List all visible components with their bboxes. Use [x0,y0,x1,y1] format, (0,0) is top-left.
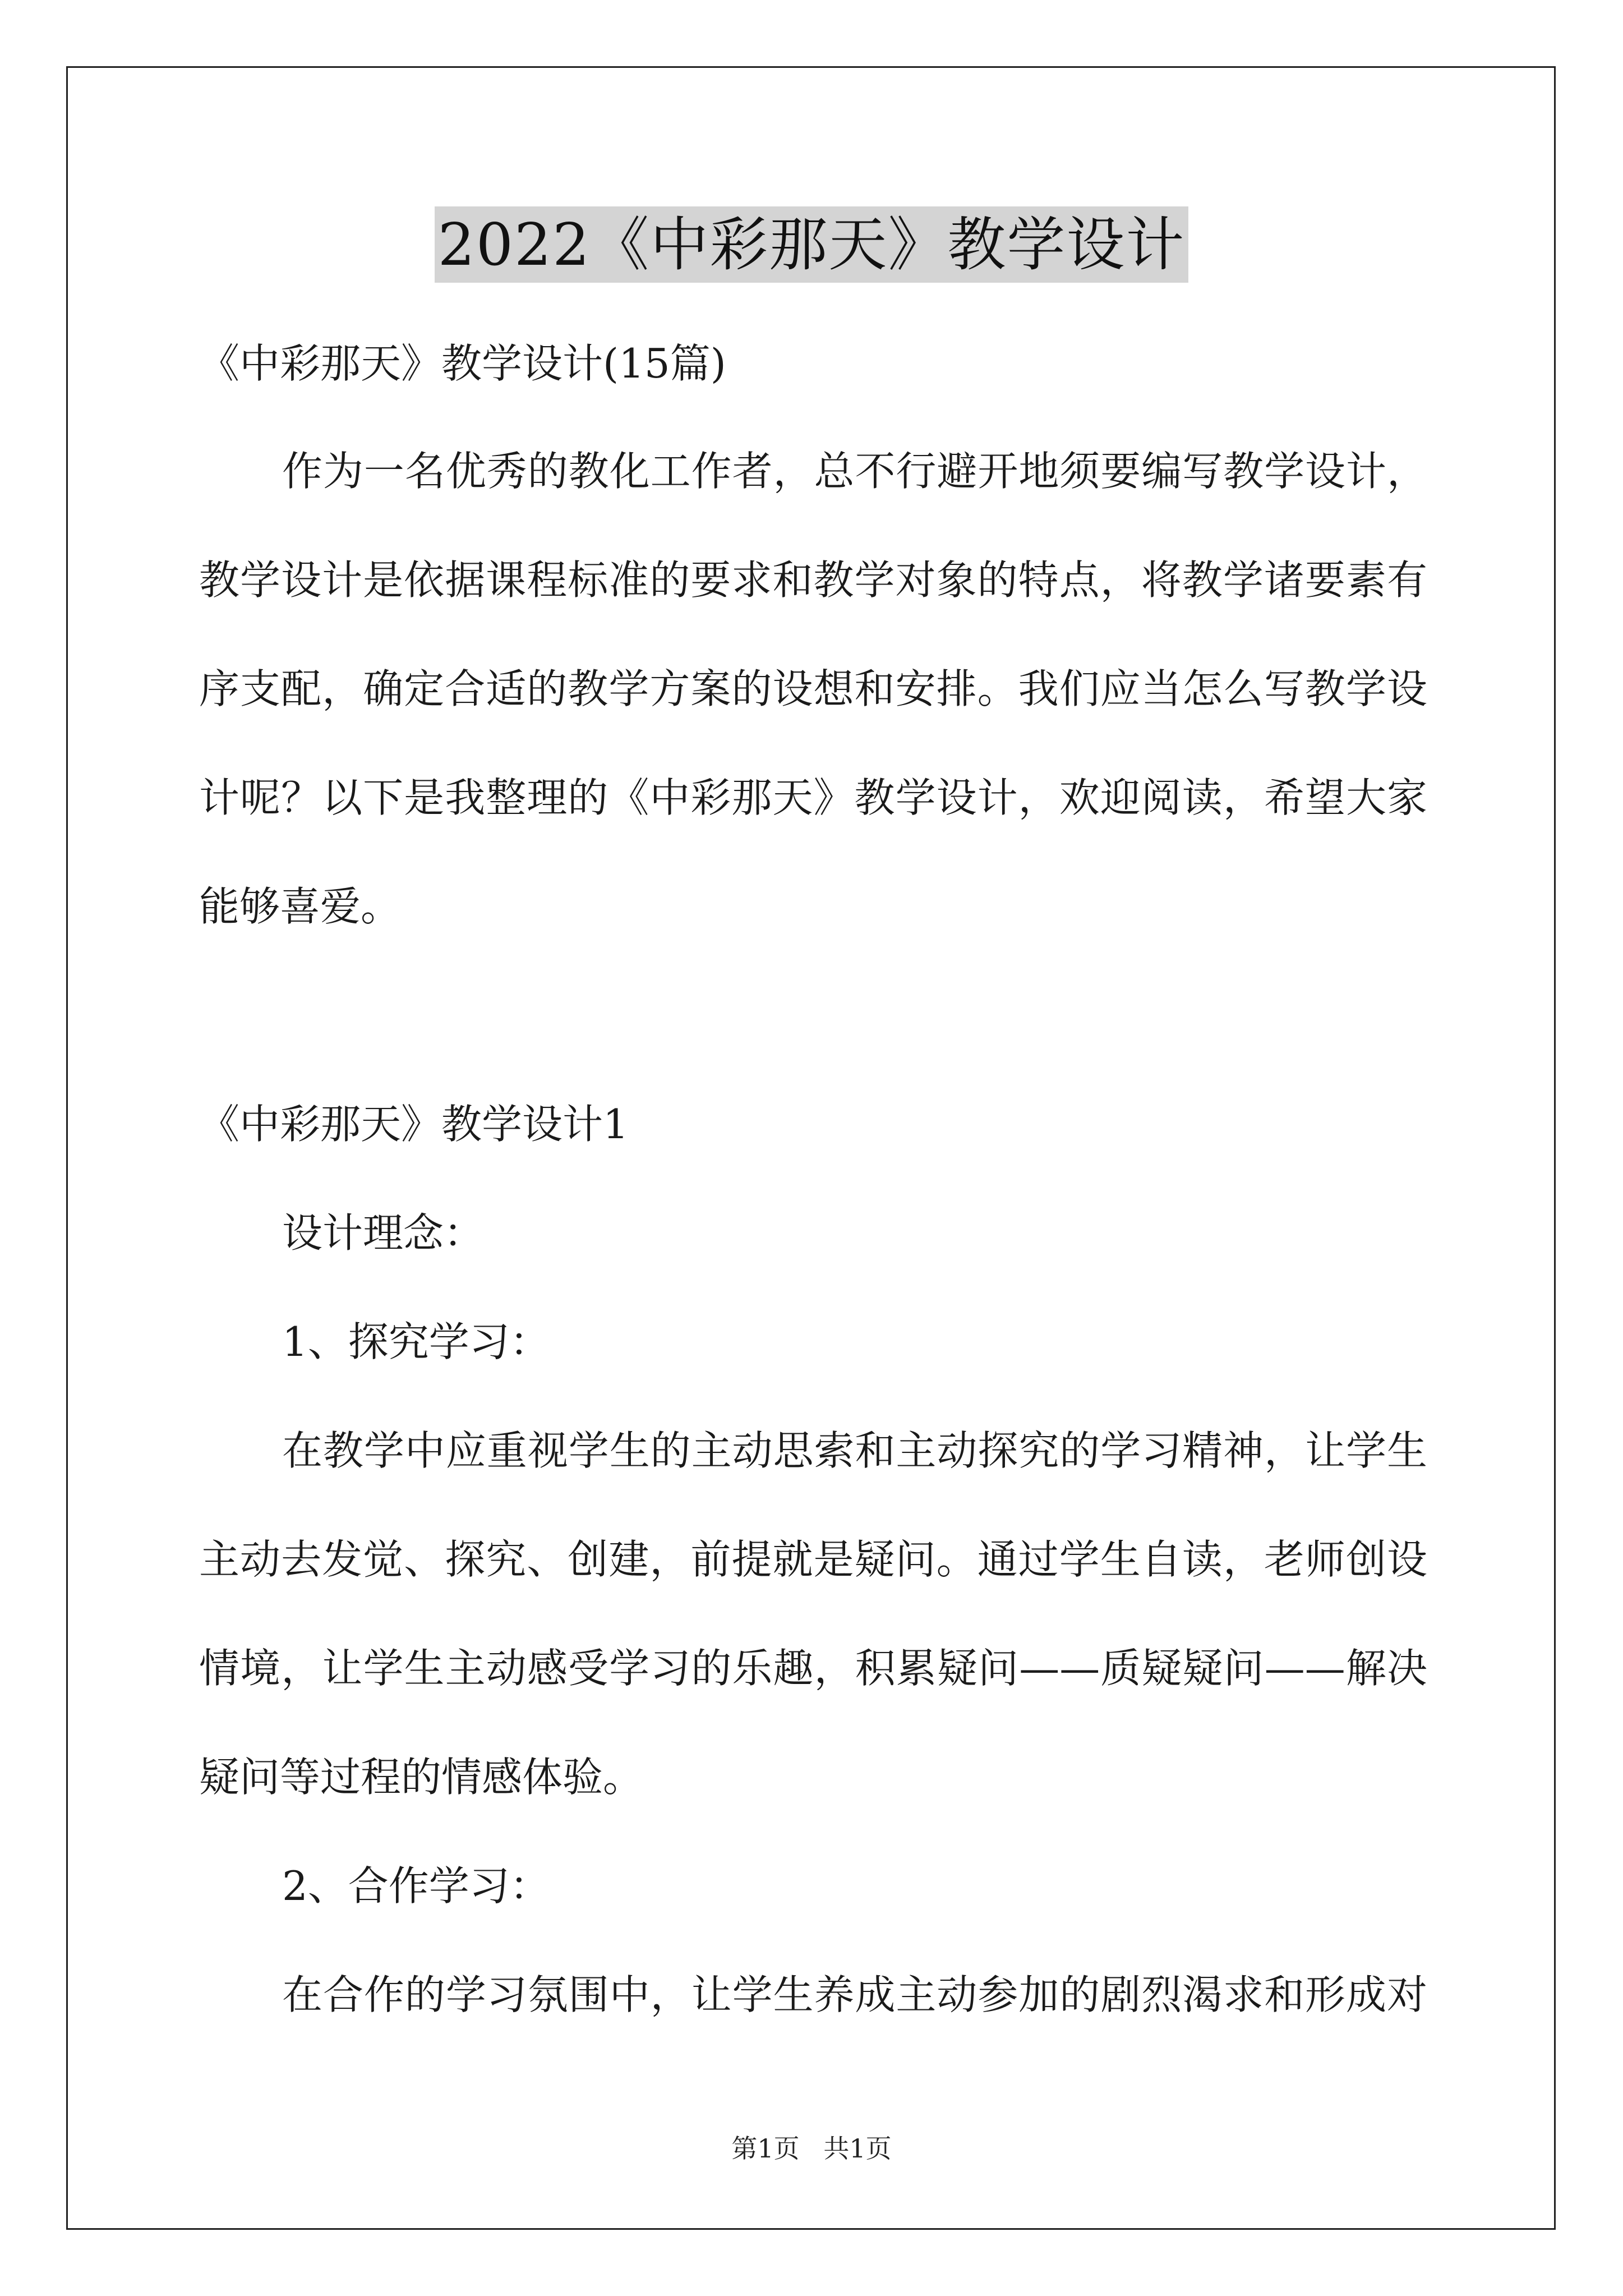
subtitle: 《中彩那天》教学设计(15篇) [199,340,726,387]
page-footer [0,2132,1623,2165]
item1-line: 主动去发觉、探究、创建，前提就是疑问。通过学生自读，老师创设 [199,1536,1427,1583]
title-container [0,206,1623,283]
document-title: 2022《中彩那天》教学设计 [435,206,1189,283]
item-label: 2、合作学习： [282,1862,550,1910]
intro-line: 计呢？以下是我整理的《中彩那天》教学设计，欢迎阅读，希望大家 [199,774,1427,821]
intro-line: 教学设计是依据课程标准的要求和教学对象的特点，将教学诸要素有 [199,556,1427,604]
section-heading: 《中彩那天》教学设计1 [199,1101,629,1148]
item-label: 1、探究学习： [282,1318,550,1365]
concept-label: 设计理念： [282,1209,485,1257]
item1-line: 疑问等过程的情感体验。 [199,1754,644,1801]
page-total: 共1页 [823,2133,892,2164]
intro-line: 能够喜爱。 [199,883,402,930]
item2-line: 在合作的学习氛围中，让学生养成主动参加的剧烈渴求和形成对 [282,1971,1427,2018]
intro-line: 序支配，确定合适的教学方案的设想和安排。我们应当怎么写教学设 [199,665,1427,712]
item1-line: 情境，让学生主动感受学习的乐趣，积累疑问——质疑疑问——解决 [199,1645,1427,1692]
intro-line: 作为一名优秀的教化工作者，总不行避开地须要编写教学设计， [282,448,1427,495]
item1-line: 在教学中应重视学生的主动思索和主动探究的学习精神，让学生 [282,1427,1427,1474]
page-number: 第1页 [731,2133,800,2164]
